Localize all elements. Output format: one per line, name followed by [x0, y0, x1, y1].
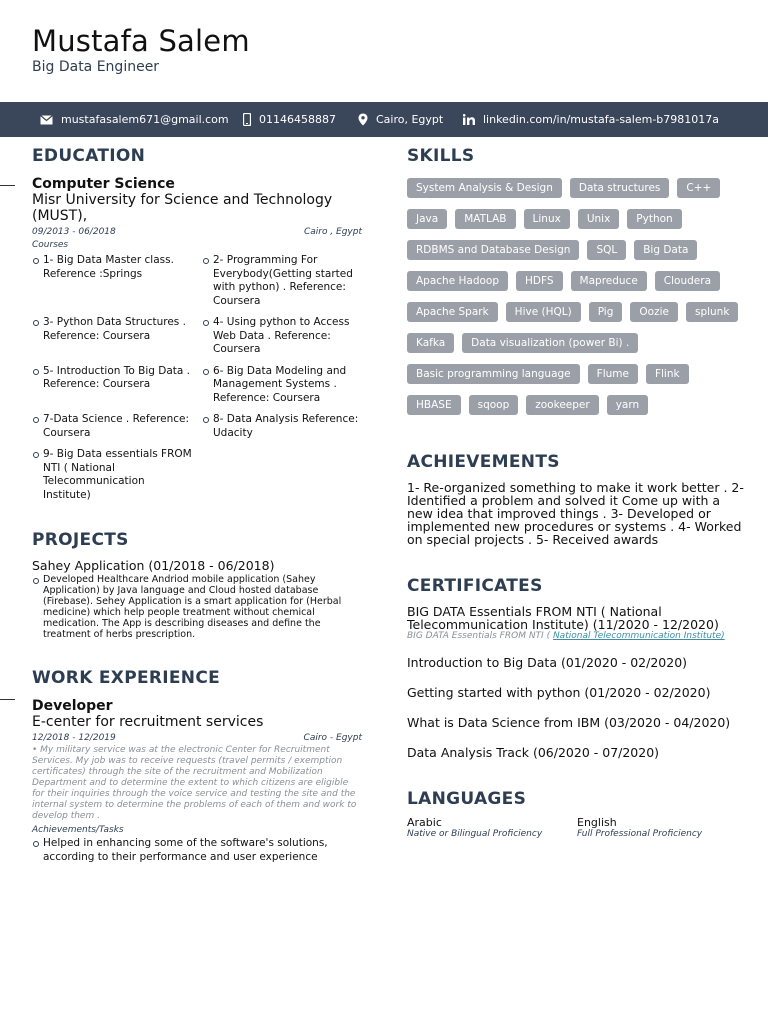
project-title: Sahey Application (01/2018 - 06/2018) [32, 558, 275, 573]
work-meta [32, 733, 362, 743]
certificate-item: Data Analysis Track (06/2020 - 07/2020) [407, 745, 660, 760]
projects-heading: PROJECTS [32, 530, 129, 550]
course-item: 2- Programming For Everybody(Getting started with python) . Reference: Coursera [202, 254, 362, 308]
achievements-text: 1- Re-organized something to make it work better . 2- Identified a problem and solved it Come up with a new idea that improved things . 3- Developed or implemented new procedures or systems . 4- Worked on special projects . 5- Received awards [407, 480, 744, 547]
course-item: 1- Big Data Master class. Reference :Springs [32, 254, 192, 308]
contact-email[interactable] [40, 102, 229, 137]
work-description: • My military service was at the electronic Center for Recruitment Services. My job was to receive requests (travel permits / exemption certificates) through the site of the recruitment and Mobilization Department and to determine the extent to which citizens are eligible for their inquiries through the voice service and testing the site and the internal system to determine the problems of each of them and work to develop them . [32, 745, 357, 821]
skill-tag: Cloudera [655, 271, 720, 291]
skill-tag: Hive (HQL) [506, 302, 581, 322]
resume-header [32, 24, 250, 75]
work-heading: WORK EXPERIENCE [32, 668, 221, 688]
course-item: 7-Data Science . Reference: Coursera [32, 413, 192, 440]
skill-tag: Basic programming language [407, 364, 580, 384]
courses-list [32, 254, 362, 502]
skill-tag: splunk [686, 302, 738, 322]
work-achievement: Helped in enhancing some of the software's solutions, according to their performance and user experience [32, 837, 362, 864]
languages-list [407, 816, 747, 839]
skill-tag: Data visualization (power Bi) . [462, 333, 638, 353]
language-level: Native or Bilingual Proficiency [407, 829, 543, 839]
work-location: Cairo - Egypt [303, 733, 362, 743]
skill-tag: zookeeper [526, 395, 598, 415]
skill-tag: System Analysis & Design [407, 178, 562, 198]
language-name: Arabic [407, 816, 442, 829]
skill-tag: Flink [646, 364, 689, 384]
envelope-icon [40, 115, 53, 125]
skill-tag: Big Data [634, 240, 697, 260]
education-divider [0, 185, 15, 186]
languages-heading: LANGUAGES [407, 789, 527, 809]
skill-tag: Apache Spark [407, 302, 498, 322]
course-item: 5- Introduction To Big Data . Reference: Coursera [32, 365, 192, 406]
education-heading: EDUCATION [32, 146, 146, 166]
certificates-heading: CERTIFICATES [407, 576, 543, 596]
skill-tag: RDBMS and Database Design [407, 240, 579, 260]
skill-tag: sqoop [469, 395, 519, 415]
work-divider [0, 699, 15, 700]
certificate-item: Introduction to Big Data (01/2020 - 02/2020) [407, 655, 688, 670]
linkedin-icon [463, 114, 475, 125]
certificate-link[interactable]: National Telecommunication Institute) [552, 631, 725, 641]
education-entry [32, 176, 362, 502]
work-role: Developer [32, 698, 113, 714]
skill-tag: Data structures [570, 178, 670, 198]
person-name: Mustafa Salem [32, 24, 250, 58]
degree-title: Computer Science [32, 176, 175, 192]
skill-tag: Oozie [630, 302, 678, 322]
certificate-title: BIG DATA Essentials FROM NTI ( National Telecommunication Institute) (11/2020 - 12/2020) [407, 604, 719, 632]
course-item: 8- Data Analysis Reference: Udacity [202, 413, 362, 440]
course-item: 9- Big Data essentials FROM NTI ( National Telecommunication Institute) [32, 448, 192, 502]
job-title: Big Data Engineer [32, 59, 160, 75]
education-location: Cairo , Egypt [303, 227, 362, 237]
phone-icon [243, 113, 251, 126]
location-pin-icon [358, 113, 368, 126]
location-text: Cairo, Egypt [376, 113, 444, 126]
certificate-entry [407, 605, 747, 641]
skill-tag: Linux [524, 209, 570, 229]
achievements-tasks-label: Achievements/Tasks [32, 825, 124, 835]
email-text: mustafasalem671@gmail.com [61, 113, 229, 126]
work-company: E-center for recruitment services [32, 714, 264, 730]
contact-phone[interactable] [243, 102, 336, 137]
certificate-item: Getting started with python (01/2020 - 02/2020) [407, 685, 711, 700]
work-dates: 12/2018 - 12/2019 [32, 733, 116, 743]
skill-tag: Python [627, 209, 681, 229]
skill-tag: Unix [578, 209, 619, 229]
skill-tag: HBASE [407, 395, 461, 415]
skill-tag: Pig [589, 302, 623, 322]
linkedin-text: linkedin.com/in/mustafa-salem-b7981017a [483, 113, 720, 126]
skills-heading: SKILLS [407, 146, 475, 166]
contact-bar [0, 102, 768, 137]
skill-tag: Flume [588, 364, 638, 384]
language-name: English [577, 816, 617, 829]
skill-tag: C++ [677, 178, 720, 198]
skill-tag: yarn [607, 395, 648, 415]
skill-tag: Apache Hadoop [407, 271, 508, 291]
course-item: 3- Python Data Structures . Reference: Coursera [32, 316, 192, 357]
certificate-subtitle [407, 631, 747, 641]
course-item: 4- Using python to Access Web Data . Reference: Coursera [202, 316, 362, 357]
project-entry [32, 558, 362, 640]
contact-location [358, 102, 443, 137]
skill-tag: Java [407, 209, 447, 229]
skill-tag: HDFS [516, 271, 563, 291]
skill-tag: Mapreduce [571, 271, 647, 291]
certificate-sub-prefix: BIG DATA Essentials FROM NTI ( [407, 631, 553, 641]
contact-linkedin[interactable] [463, 102, 719, 137]
language-item [577, 816, 747, 839]
skill-tag: MATLAB [455, 209, 515, 229]
course-item: 6- Big Data Modeling and Management Systems . Reference: Coursera [202, 365, 362, 406]
left-column [32, 146, 362, 864]
work-entry [32, 698, 362, 864]
project-description: Developed Healthcare Andriod mobile application (Sahey Application) by Java language and Cloud hosted database (Firebase). Sehey Application is a smart application for (Herbal medicine) which help people treatment without chemical medication. The App is describing diseases and define the treatment of herbs prescription. [32, 574, 362, 640]
skills-tags [407, 178, 747, 426]
language-level: Full Professional Proficiency [577, 829, 703, 839]
language-item [407, 816, 577, 839]
education-meta [32, 227, 362, 237]
courses-label: Courses [32, 240, 69, 250]
skill-tag: Kafka [407, 333, 454, 353]
achievements-heading: ACHIEVEMENTS [407, 452, 560, 472]
education-dates: 09/2013 - 06/2018 [32, 227, 116, 237]
right-column [407, 146, 747, 839]
skill-tag: SQL [587, 240, 626, 260]
phone-text: 01146458887 [259, 113, 336, 126]
certificate-item: What is Data Science from IBM (03/2020 - 04/2020) [407, 715, 731, 730]
school-name: Misr University for Science and Technology (MUST), [32, 192, 333, 224]
